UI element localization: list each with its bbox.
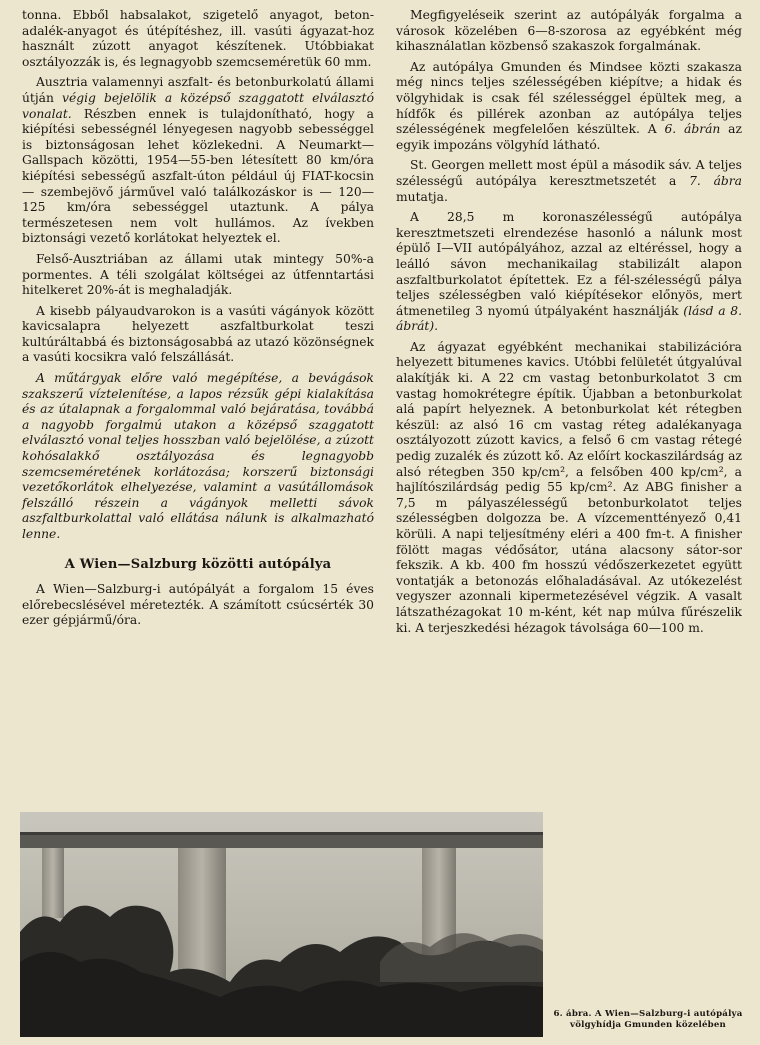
emphasis: végig bejelölik a középső szaggatott elválasztó vonalat. [22,90,374,121]
bridge-deck [20,834,543,848]
paragraph [396,210,742,335]
paragraph: Az ágyazat egyébként mechanikai stabilizációra helyezett bitumenes kavics. Utóbbi felületét útgyalúval alakítják ki. A 22 cm vastag betonburkolatot 3 cm vastag homokrétegre építik. Újabban a betonburkolat alá papírt helyeznek. A betonburkolat két rétegben készül: az alsó 16 cm vastag réteg adalékanyaga osztályozott zúzott kavics, a felső 6 cm vastag rétegé pedig zuzalék és zúzott kő. Az előírt kockaszilárdság az alsó rétegben 350 kp/cm², a felsőben 400 kp/cm², a hajlítószilárdság pedig 55 kp/cm². Az ABG finisher a 7,5 m pályaszélességű betonburkolatot teljes szélességben dolgozza be. A vízcementtényező 0,41 körüli. A napi teljesítmény eléri a 400 fm-t. A finisher fölött magas védősátor, utána alacsony sátor-sor fekszik. A kb. 400 fm hosszú védőszerkezetet együtt vontatják a betonozás előhaladásával. Az utókezelést vegyszer azonnali kipermetezésével végzik. A vasalt látszathézagokat 10 m-ként, két nap múlva fűrészelik ki. A terjeszkedési hézagok távolsága 60—100 m. [396,339,742,635]
paragraph: A Wien—Salzburg-i autópályát a forgalom 15 éves előrebecslésével méretezték. A számított csúcsérték 30 ezer gépjármű/óra. [22,582,374,628]
paragraph [396,158,742,205]
viaduct-illustration [20,812,543,1037]
italic-paragraph: A műtárgyak előre való megépítése, a bevágások szakszerű víztelenítése, a lapos rézsűk gépi kialakítása és az útalapnak a forgalommal való bejáratása, továbbá a nagyobb forgalmú utakon a középső szaggatott elválasztó vonal teljes hosszban való bejelölése, a zúzott kohósalakkő osztályozása és legnagyobb szemcseméretének korlátozása; korszerű biztonsági vezetőkorlátok elhelyezése, valamint a vasútállomások felszálló részein a vágányok melletti sávok aszfaltburkolattal való ellátása nálunk is alkalmazható lenne. [22,371,374,541]
text-run: St. Georgen mellett most épül a második sáv. A teljes szélességű autópálya keresztmetszetét a [396,158,742,188]
caption-line: völgyhídja Gmunden közelében [570,1020,726,1030]
text-run: az egyik impozáns völgyhíd látható. [396,122,742,152]
bridge-rail [20,832,543,835]
text-run: Ausztria valamennyi aszfalt- és betonburkolatú állami útján [22,75,374,105]
paragraph: tonna. Ebből habsalakot, szigetelő anyagot, beton-adalék-anyagot és útépítéshez, ill. vasúti ágyazat-hoz használt zúzott anyagot készítenek. Utóbbiakat osztályozzák is, és legnagyobb szemcseméretük 60 mm. [22,8,374,69]
text-run: A 28,5 m koronaszélességű autópálya keresztmetszeti elrendezése hasonló a nálunk most épülő I—VII autópályához, azzal az eltéréssel, hogy a leálló sávon mechanikailag stabilizált alapon aszfaltburkolatot építettek. Ez a fél-szélességű pálya teljes szélességben való kiépítésekor előnyös, mert átmenetileg 3 nyomú útpályaként használják [396,210,742,318]
left-column [22,8,374,634]
text-run: . [434,319,439,334]
text-run: Az autópálya Gmunden és Mindsee közti szakasza még nincs teljes szélességében kiépítve; a hidak és völgyhidak is csak fél szélességgel épültek meg, a hídfők és pillérek azonban az autópálya teljes szélességének megfelelően készültek. A [396,59,742,137]
section-heading: A Wien—Salzburg közötti autópálya [64,556,332,572]
caption-line: 6. ábra. A Wien—Salzburg-i autópálya [553,1009,743,1019]
text-run: Részben ennek is tulajdonítható, hogy a kiépítési sebességnél lényegesen nagyobb sebességgel is biztonságosan lehet közlekedni. A Neumarkt—Gallspach közötti, 1954—55-ben létesített 80 km/óra kiépítési sebességű aszfalt-úton például új FIAT-kocsin — szembejövő járművel való találkozáskor is — 120—125 km/óra sebességgel utaztunk. A pálya természetesen nem volt hullámos. Az ívekben biztonsági vezető korlátokat helyeztek el. [22,106,374,246]
paragraph: Megfigyeléseik szerint az autópályák forgalma a városok közelében 6—8-szorosa az egyébként még kihasználatlan közbenső szakaszok forgalmának. [396,8,742,54]
figure-caption [550,1009,746,1031]
text-run: mutatja. [396,189,448,204]
viaduct-photo [20,812,543,1037]
paragraph [396,60,742,154]
paragraph: Felső-Ausztriában az állami utak mintegy 50%-a pormentes. A téli szolgálat költségei az útfenntartási hitelkeret 20%-át is meghaladják. [22,251,374,298]
paragraph [22,75,374,247]
figure-reference: 6. ábrán [664,122,721,137]
paragraph: A kisebb pályaudvarokon is a vasúti vágányok között kavicsalapra helyezett aszfaltburkolat teszi kultúráltabbá és biztonságosabbá az utazó közönségnek a vasúti kocsikra való felszállását. [22,303,374,365]
right-column [396,8,742,641]
figure-reference: (lásd a 8. ábrát) [396,303,742,334]
figure-reference: 7. ábra [689,173,742,188]
bridge-pier [42,848,64,918]
